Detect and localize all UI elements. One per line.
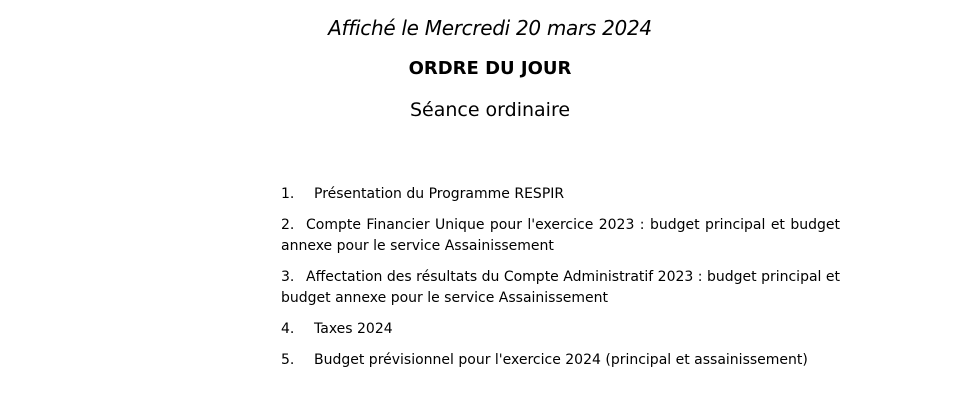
page-title: ORDRE DU JOUR [408,58,572,79]
agenda-item-number: 2. [281,217,295,233]
agenda-item-number: 3. [281,269,295,285]
agenda-item-number: 1. [281,186,295,202]
agenda-item [281,215,840,257]
agenda-item-text: Budget prévisionnel pour l'exercice 2024 (principal et assainissement) [314,352,808,368]
agenda-item [281,319,840,340]
agenda-item-number: 5. [281,352,295,368]
agenda-list [281,184,840,381]
agenda-item-text: Présentation du Programme RESPIR [314,186,565,202]
agenda-item-text: Affectation des résultats du Compte Administratif 2023 : budget principal et budget annexe pour le service Assainissement [281,269,840,306]
agenda-item-text: Taxes 2024 [314,321,393,337]
agenda-item-number: 4. [281,321,295,337]
agenda-item-text: Compte Financier Unique pour l'exercice 2023 : budget principal et budget annexe pour le service Assainissement [281,217,840,254]
page-subtitle: Séance ordinaire [409,99,571,121]
agenda-item [281,184,840,205]
agenda-item [281,350,840,371]
agenda-item [281,267,840,309]
posted-date: Affiché le Mercredi 20 mars 2024 [328,16,652,40]
